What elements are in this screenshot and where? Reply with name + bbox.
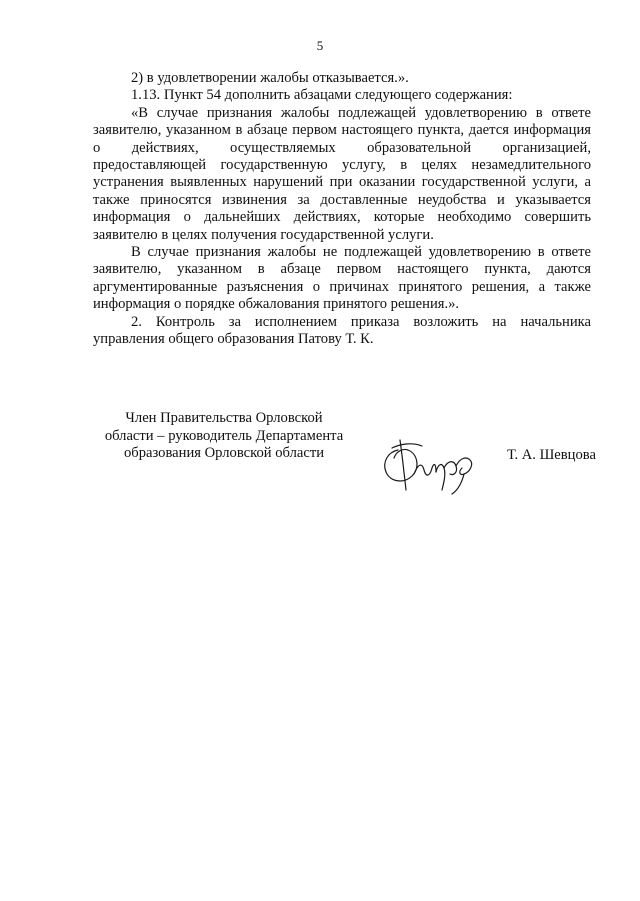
signatory-position-line: области – руководитель Департамента — [104, 427, 344, 444]
document-body — [93, 70, 591, 349]
paragraph-complaint-satisfied: «В случае признания жалобы подлежащей удовлетворению в ответе заявителю, указанном в абзаце первом настоящего пункта, дается информация о действиях, осуществляемых образовательной организацией, предоставляющей государственную услугу, в целях незамедлительного устранения выявленных нарушений при оказании государственной услуги, а также приносятся извинения за доставленные неудобства и указывается информация о дальнейших действиях, которые необходимо совершить заявителю в целях получения государственной услуги. — [93, 104, 591, 243]
signatory-name: Т. А. Шевцова — [507, 447, 596, 463]
paragraph-control-order: 2. Контроль за исполнением приказа возложить на начальника управления общего образования Патову Т. К. — [93, 313, 591, 348]
page-number: 5 — [316, 38, 324, 53]
handwritten-signature — [378, 428, 488, 498]
paragraph-item-1-13: 1.13. Пункт 54 дополнить абзацами следующего содержания: — [131, 87, 513, 104]
signatory-position — [93, 410, 355, 463]
signature-block — [93, 410, 596, 510]
signatory-position-line: образования Орловской области — [123, 445, 325, 461]
paragraph-complaint-rejected: В случае признания жалобы не подлежащей удовлетворению в ответе заявителю, указанном в абзаце первом настоящего пункта, даются аргументированные разъяснения о причинах принятого решения, а также информация о порядке обжалования принятого решения.». — [93, 244, 591, 313]
paragraph-refusal-clause: 2) в удовлетворении жалобы отказывается.». — [131, 70, 409, 86]
signatory-position-line: Член Правительства Орловской — [125, 410, 323, 426]
